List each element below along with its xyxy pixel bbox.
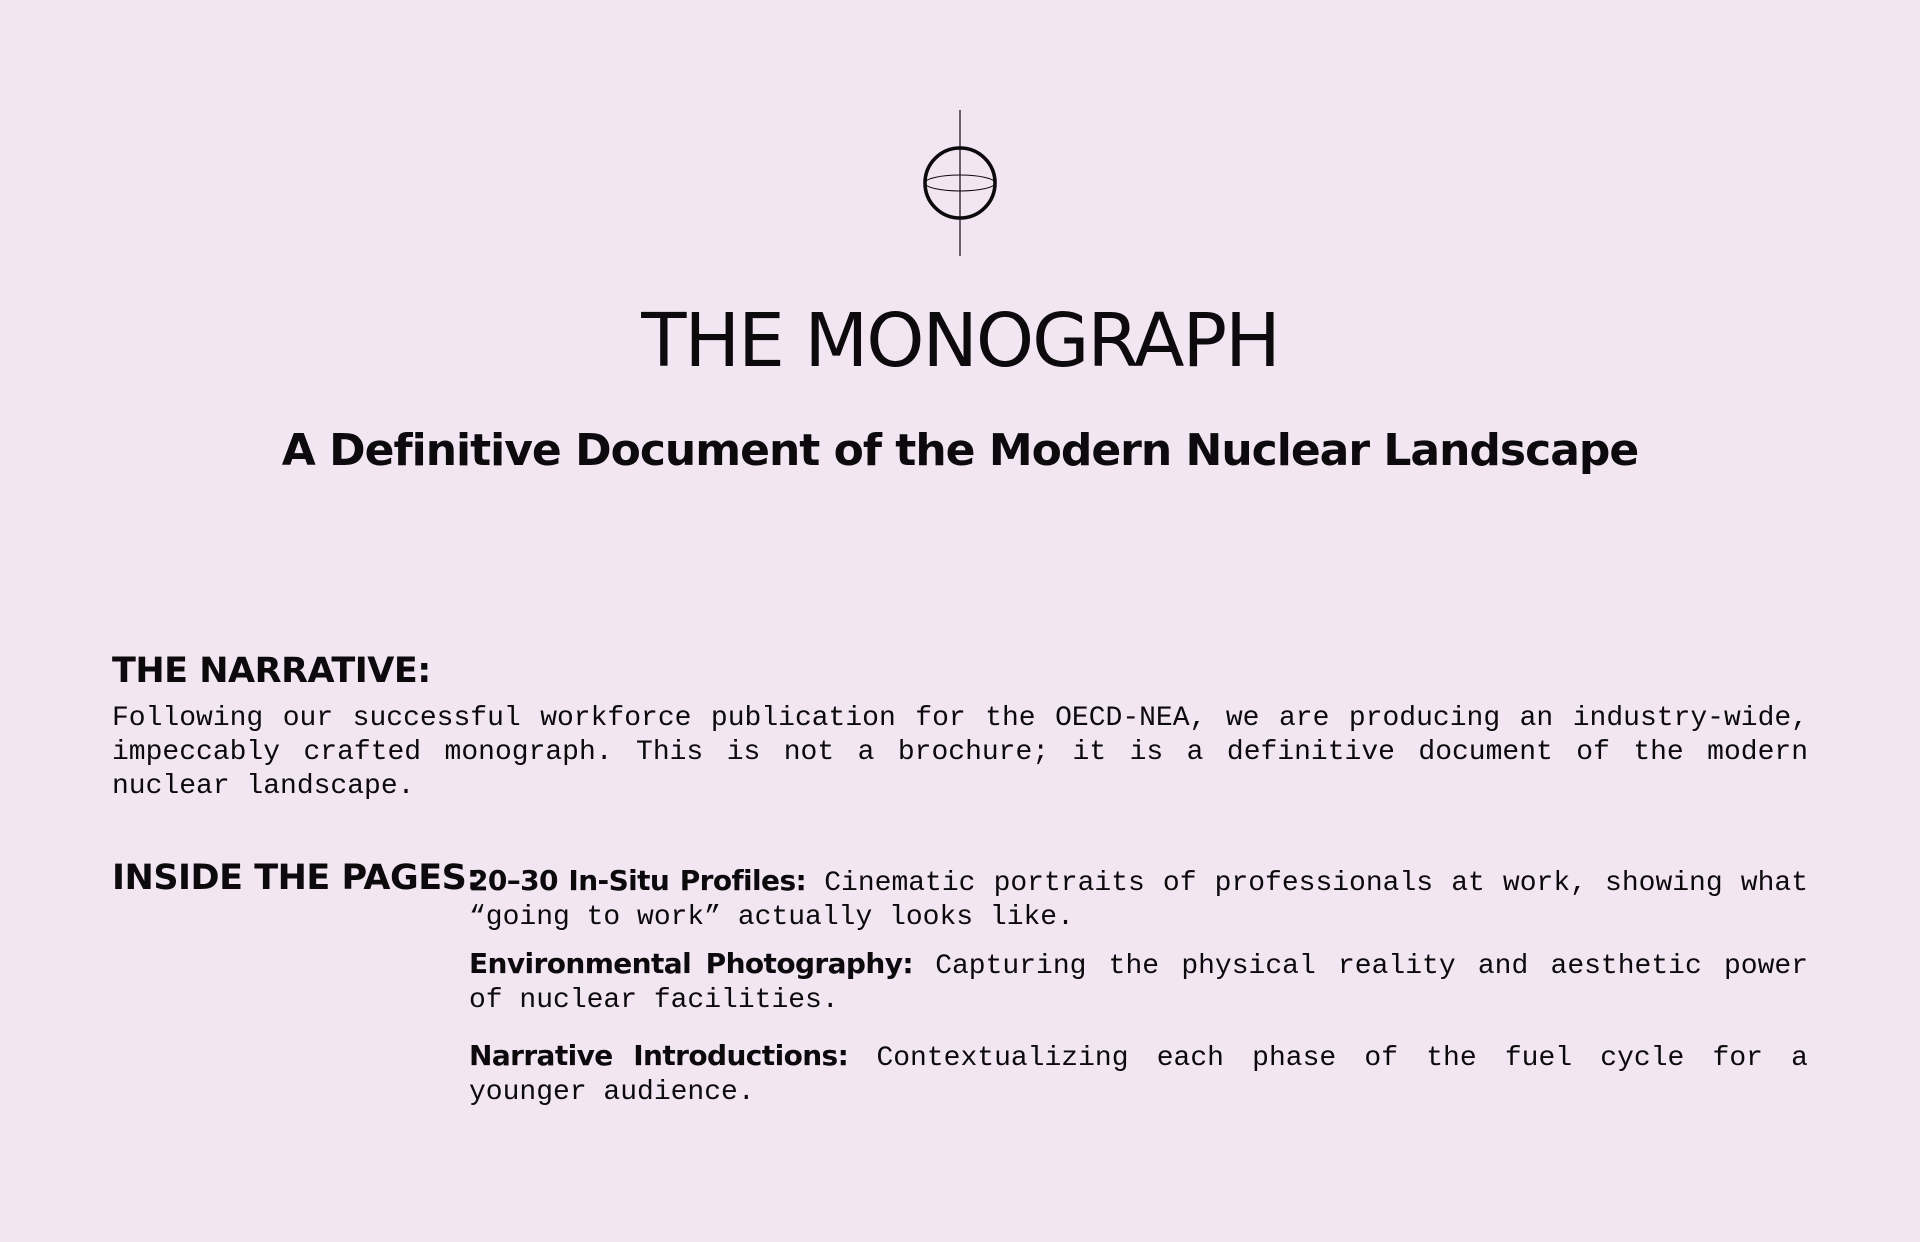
list-item [469,947,1808,1018]
atom-globe-icon [922,110,998,256]
list-item-text: Cinematic portraits of professionals at work, showing what “going to work” actually looks like. [469,868,1808,933]
inside-pages-heading: INSIDE THE PAGES: [112,858,480,898]
list-item-lead: 20–30 In-Situ Profiles: [469,864,807,897]
narrative-heading: THE NARRATIVE: [112,651,431,691]
list-item [469,864,1808,935]
page-title: THE MONOGRAPH [641,298,1279,384]
list-item-text: Capturing the physical reality and aesthetic power of nuclear facilities. [469,951,1808,1016]
narrative-paragraph: Following our successful workforce publication for the OECD-NEA, we are producing an industry-wide, impeccably crafted monograph. This is not a brochure; it is a definitive document of the modern nuclear landscape. [112,703,1808,802]
list-item [469,1039,1808,1110]
page-subtitle: A Definitive Document of the Modern Nuclear Landscape [281,425,1639,476]
list-item-lead: Narrative Introductions: [469,1039,849,1072]
list-item-text: Contextualizing each phase of the fuel cycle for a younger audience. [469,1043,1808,1108]
list-item-lead: Environmental Photography: [469,947,913,980]
